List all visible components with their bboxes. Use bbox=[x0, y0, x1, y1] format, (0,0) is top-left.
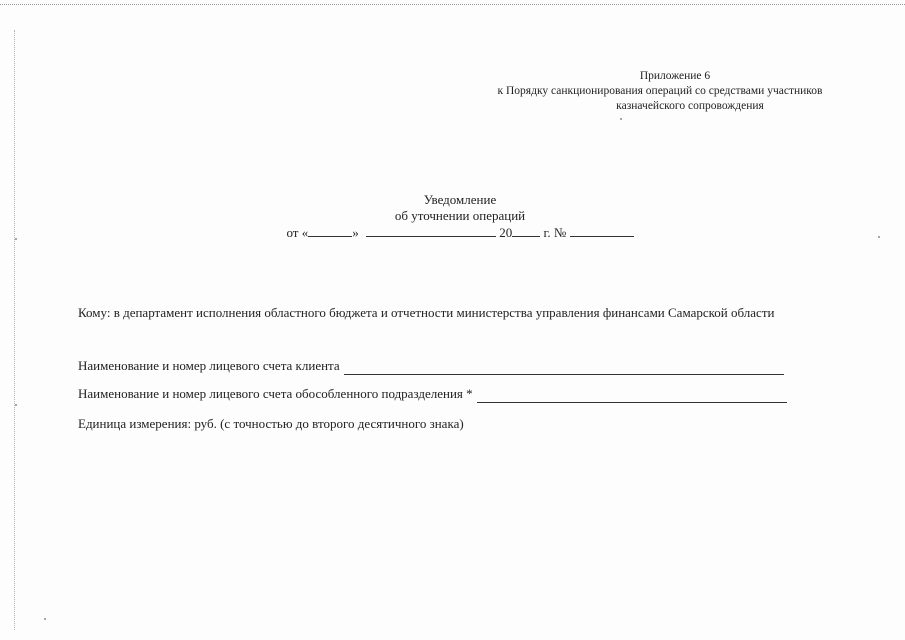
subdivision-account-row bbox=[78, 384, 842, 403]
subdivision-account-field[interactable] bbox=[477, 389, 787, 403]
scan-speck bbox=[620, 118, 622, 120]
scan-speck bbox=[15, 238, 17, 240]
recipient-paragraph: Кому: в департамент исполнения областного бюджета и отчетности министерства управления финансами Самарской области bbox=[78, 305, 775, 320]
year-blank[interactable] bbox=[512, 224, 540, 237]
notice-subtitle: об уточнении операций bbox=[394, 208, 526, 223]
number-label: г. № bbox=[543, 225, 567, 240]
year-prefix: 20 bbox=[499, 225, 513, 240]
date-prefix: от « bbox=[286, 225, 309, 240]
number-blank[interactable] bbox=[570, 224, 634, 237]
scan-top-edge bbox=[0, 4, 905, 5]
day-blank[interactable] bbox=[308, 224, 352, 237]
notice-date-line bbox=[250, 224, 670, 241]
appendix-reference-cont: казначейского сопровождения bbox=[616, 100, 764, 112]
scan-left-edge bbox=[14, 30, 15, 630]
client-account-label: Наименование и номер лицевого счета клиента bbox=[78, 358, 340, 373]
scan-speck bbox=[878, 236, 880, 238]
appendix-header bbox=[440, 69, 880, 114]
scan-speck bbox=[15, 404, 17, 406]
scan-speck bbox=[44, 618, 46, 620]
notice-title-block bbox=[250, 192, 670, 241]
date-quote-close: » bbox=[352, 225, 359, 240]
notice-title: Уведомление bbox=[423, 192, 497, 207]
subdivision-account-label: Наименование и номер лицевого счета обособленного подразделения * bbox=[78, 386, 473, 401]
appendix-number: Приложение 6 bbox=[639, 70, 711, 82]
client-account-row bbox=[78, 356, 842, 375]
unit-of-measure: Единица измерения: руб. (с точностью до второго десятичного знака) bbox=[78, 416, 464, 431]
client-account-field[interactable] bbox=[344, 361, 784, 375]
month-blank[interactable] bbox=[366, 224, 496, 237]
appendix-reference: к Порядку санкционирования операций со средствами участников bbox=[497, 85, 823, 97]
